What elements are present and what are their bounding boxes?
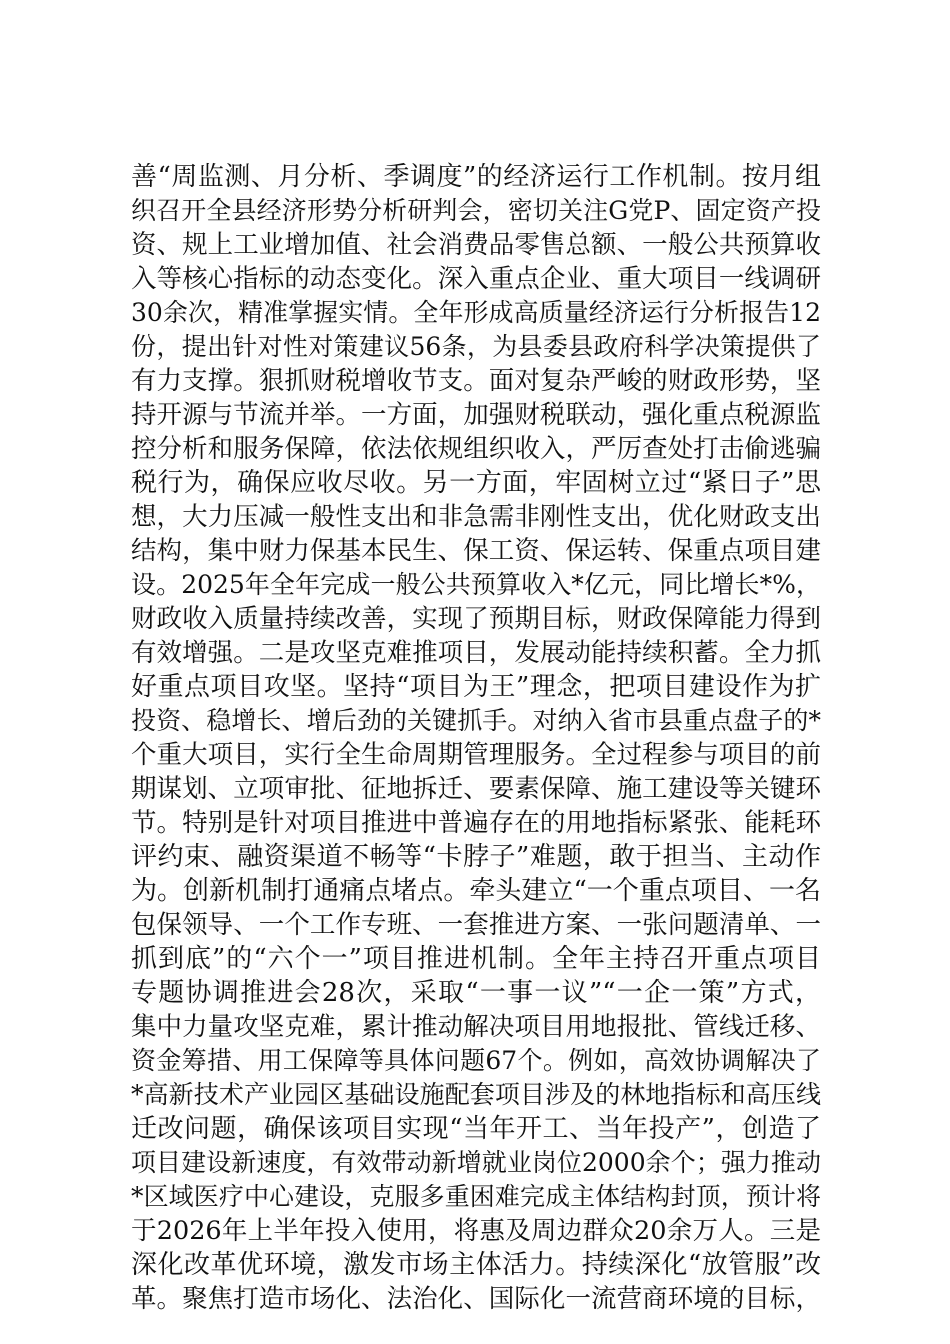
text-line: 资、规上工业增加值、社会消费品零售总额、一般公共预算收 [131, 230, 821, 260]
text-line: 项目建设新速度，有效带动新增就业岗位2000余个；强力推动 [131, 1148, 821, 1177]
text-line: 迁改问题，确保该项目实现“当年开工、当年投产”，创造了 [131, 1114, 821, 1144]
text-line: 份，提出针对性对策建议56条，为县委县政府科学决策提供了 [131, 332, 821, 361]
text-line: 投资、稳增长、增后劲的关键抓手。对纳入省市县重点盘子的* [131, 706, 821, 735]
text-line: 为。创新机制打通痛点堵点。牵头建立“一个重点项目、一名 [131, 876, 821, 906]
text-line: 评约束、融资渠道不畅等“卡脖子”难题，敢于担当、主动作 [131, 842, 821, 872]
text-line: 包保领导、一个工作专班、一套推进方案、一张问题清单、一 [131, 910, 821, 940]
text-line: *区域医疗中心建设，克服多重困难完成主体结构封顶，预计将 [131, 1182, 821, 1211]
text-line: *高新技术产业园区基础设施配套项目涉及的林地指标和高压线 [131, 1080, 821, 1109]
text-line: 于2026年上半年投入使用，将惠及周边群众20余万人。三是 [131, 1216, 821, 1246]
text-line: 个重大项目，实行全生命周期管理服务。全过程参与项目的前 [131, 740, 821, 770]
text-line: 革。聚焦打造市场化、法治化、国际化一流营商环境的目标， [131, 1284, 821, 1314]
text-line: 深化改革优环境，激发市场主体活力。持续深化“放管服”改 [131, 1250, 821, 1280]
text-line: 财政收入质量持续改善，实现了预期目标，财政保障能力得到 [131, 604, 821, 634]
text-line: 30余次，精准掌握实情。全年形成高质量经济运行分析报告12 [131, 298, 821, 327]
text-line: 集中力量攻坚克难，累计推动解决项目用地报批、管线迁移、 [131, 1012, 821, 1042]
text-line: 织召开全县经济形势分析研判会，密切关注G党P、固定资产投 [131, 196, 821, 225]
text-line: 有效增强。二是攻坚克难推项目，发展动能持续积蓄。全力抓 [131, 638, 821, 668]
text-line: 设。2025年全年完成一般公共预算收入*亿元，同比增长*%， [131, 570, 821, 599]
body-text [131, 160, 821, 1316]
text-line: 善“周监测、月分析、季调度”的经济运行工作机制。按月组 [131, 162, 821, 192]
text-line: 期谋划、立项审批、征地拆迁、要素保障、施工建设等关键环 [131, 774, 821, 804]
text-line: 想，大力压减一般性支出和非急需非刚性支出，优化财政支出 [131, 502, 821, 532]
text-line: 结构，集中财力保基本民生、保工资、保运转、保重点项目建 [131, 536, 821, 566]
text-line: 入等核心指标的动态变化。深入重点企业、重大项目一线调研 [131, 264, 821, 294]
text-line: 节。特别是针对项目推进中普遍存在的用地指标紧张、能耗环 [131, 808, 821, 838]
text-line: 控分析和服务保障，依法依规组织收入，严厉查处打击偷逃骗 [131, 434, 821, 464]
text-line: 资金筹措、用工保障等具体问题67个。例如，高效协调解决了 [131, 1046, 821, 1075]
text-line: 有力支撑。狠抓财税增收节支。面对复杂严峻的财政形势，坚 [131, 366, 821, 396]
text-line: 专题协调推进会28次，采取“一事一议”“一企一策”方式， [131, 978, 821, 1008]
text-line: 好重点项目攻坚。坚持“项目为王”理念，把项目建设作为扩 [131, 672, 821, 702]
text-line: 抓到底”的“六个一”项目推进机制。全年主持召开重点项目 [131, 944, 821, 974]
text-line: 持开源与节流并举。一方面，加强财税联动，强化重点税源监 [131, 400, 821, 430]
text-line: 税行为，确保应收尽收。另一方面，牢固树立过“紧日子”思 [131, 468, 821, 498]
